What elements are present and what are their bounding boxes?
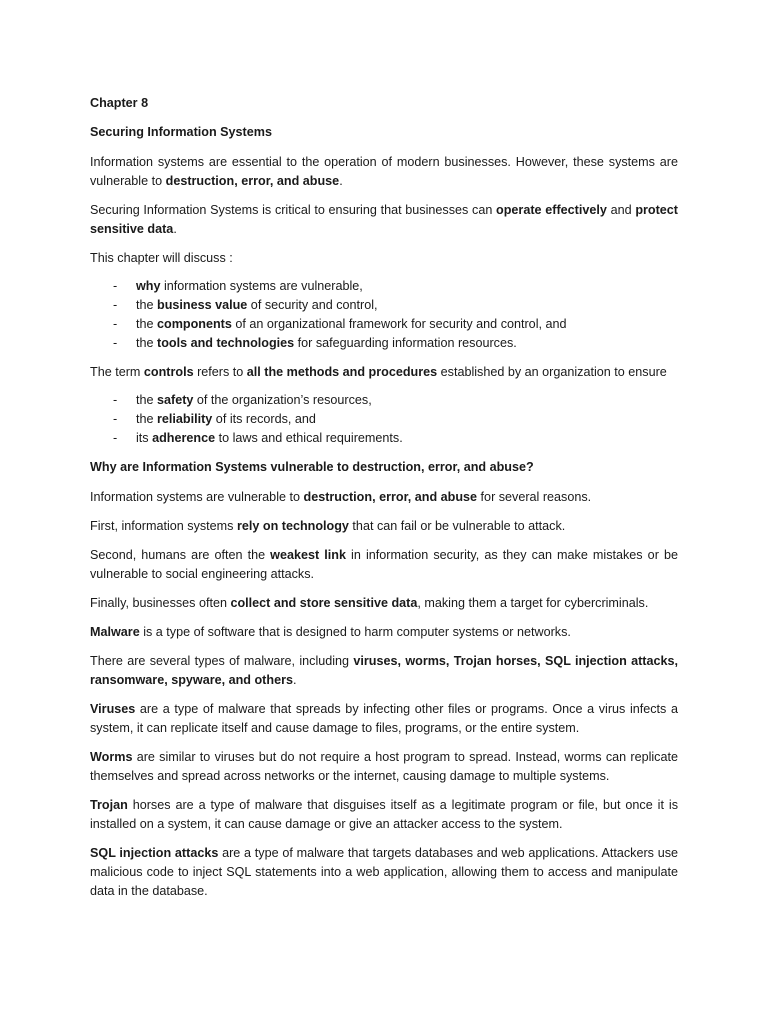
document-page bbox=[90, 94, 678, 911]
second-reason-paragraph: Second, humans are often the weakest link in information security, as they can make mistakes or be vulnerable to social engineering attacks. bbox=[90, 548, 678, 581]
importance-paragraph: Securing Information Systems is critical to ensuring that businesses can operate effectively and protect sensitive data. bbox=[90, 203, 678, 236]
question-heading: Why are Information Systems vulnerable to destruction, error, and abuse? bbox=[90, 460, 534, 474]
list-item: - the components of an organizational framework for security and control, and bbox=[113, 317, 567, 331]
controls-definition-paragraph: The term controls refers to all the methods and procedures established by an organization to ensure bbox=[90, 365, 667, 379]
chapter-overview-paragraph: This chapter will discuss : bbox=[90, 251, 233, 265]
controls-goals-list bbox=[90, 391, 678, 448]
list-item: - the reliability of its records, and bbox=[113, 412, 316, 426]
list-item: - the safety of the organization’s resources, bbox=[113, 393, 372, 407]
list-item: - its adherence to laws and ethical requirements. bbox=[113, 431, 403, 445]
malware-definition-paragraph: Malware is a type of software that is designed to harm computer systems or networks. bbox=[90, 625, 571, 639]
list-item: - why information systems are vulnerable, bbox=[113, 279, 363, 293]
final-reason-paragraph: Finally, businesses often collect and store sensitive data, making them a target for cybercriminals. bbox=[90, 596, 649, 610]
first-reason-paragraph: First, information systems rely on technology that can fail or be vulnerable to attack. bbox=[90, 519, 566, 533]
section-title: Securing Information Systems bbox=[90, 125, 272, 139]
sql-injection-paragraph: SQL injection attacks are a type of malware that targets databases and web applications. Attackers use malicious code to inject SQL statements into a web application, allowing them to access and manipulate data in the database. bbox=[90, 846, 679, 898]
viruses-paragraph: Viruses are a type of malware that spreads by infecting other files or programs. Once a virus infects a system, it can replicate itself and cause damage to files, programs, or the entire system. bbox=[90, 702, 678, 735]
list-item: - the business value of security and control, bbox=[113, 298, 378, 312]
list-item: - the tools and technologies for safeguarding information resources. bbox=[113, 336, 517, 350]
malware-types-paragraph: There are several types of malware, including viruses, worms, Trojan horses, SQL injection attacks, ransomware, spyware, and others. bbox=[90, 654, 678, 687]
vulnerability-paragraph: Information systems are vulnerable to destruction, error, and abuse for several reasons. bbox=[90, 490, 592, 504]
chapter-title: Chapter 8 bbox=[90, 96, 149, 110]
trojan-paragraph: Trojan horses are a type of malware that disguises itself as a legitimate program or file, but once it is installed on a system, it can cause damage or give an attacker access to the system. bbox=[90, 798, 678, 831]
worms-paragraph: Worms are similar to viruses but do not require a host program to spread. Instead, worms can replicate themselves and spread across networks or the internet, causing damage to multiple systems. bbox=[90, 750, 678, 783]
chapter-topics-list bbox=[90, 277, 678, 353]
intro-paragraph: Information systems are essential to the operation of modern businesses. However, these systems are vulnerable to destruction, error, and abuse. bbox=[90, 155, 678, 188]
